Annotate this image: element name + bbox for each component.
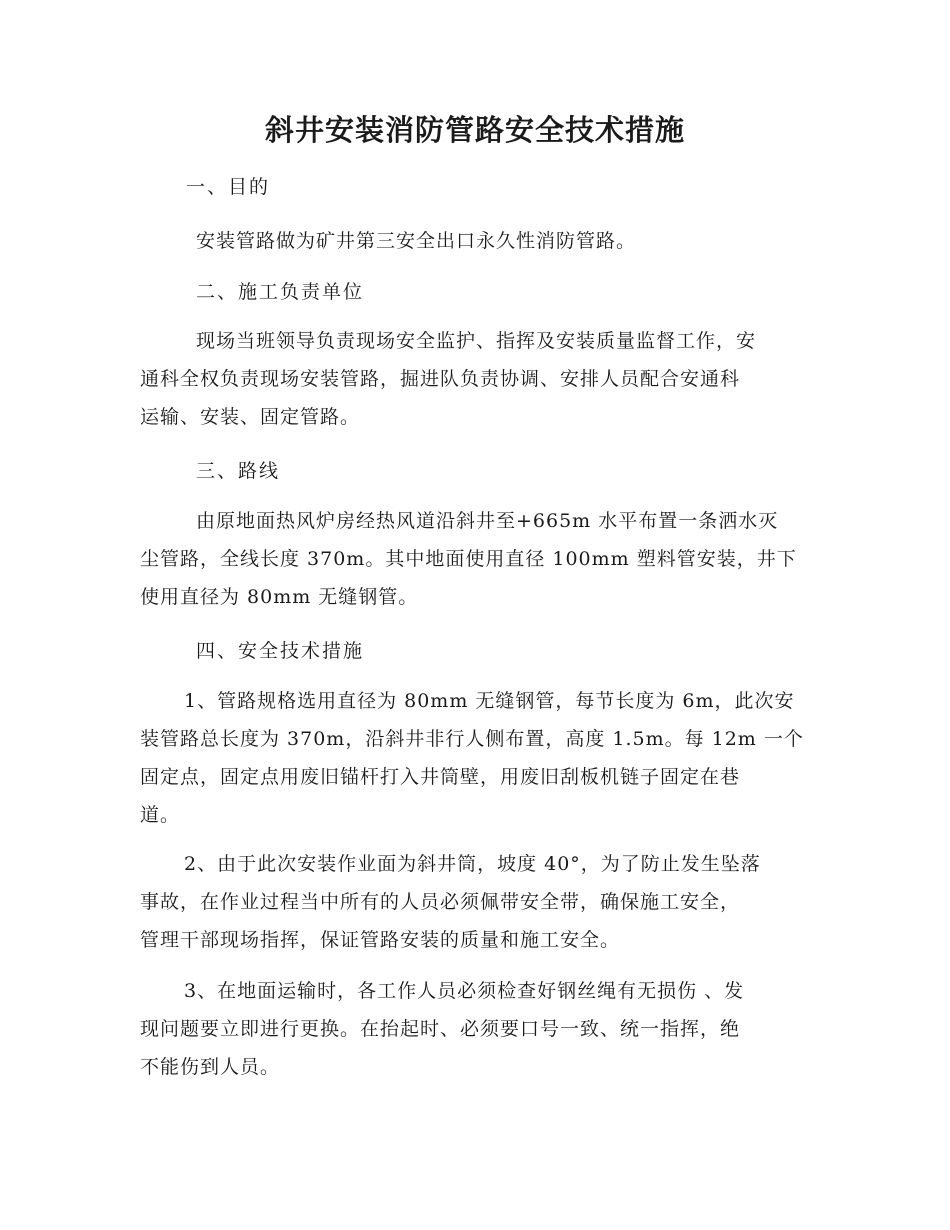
- safety-measure-item-1: [140, 682, 810, 834]
- paragraph-line: 通科全权负责现场安装管路，掘进队负责协调、安排人员配合安通科: [140, 368, 741, 390]
- section-heading-safety-measures: 四、安全技术措施: [196, 640, 365, 662]
- paragraph-line: 不能伤到人员。: [140, 1056, 281, 1078]
- paragraph-line: 固定点，固定点用废旧锚杆打入井筒壁，用废旧刮板机链子固定在巷: [140, 766, 741, 788]
- section-heading-route: 三、路线: [196, 460, 281, 482]
- paragraph-line: 现问题要立即进行更换。在抬起时、必须要口号一致、统一指挥，绝: [140, 1018, 741, 1040]
- paragraph-line: 运输、安装、固定管路。: [140, 406, 361, 428]
- paragraph-line: 由原地面热风炉房经热风道沿斜井至+665m 水平布置一条洒水灭: [196, 510, 779, 532]
- safety-measure-item-3: [140, 972, 810, 1086]
- paragraph-line: 尘管路，全线长度 370m。其中地面使用直径 100mm 塑料管安装，井下: [140, 548, 797, 570]
- section-heading-responsible-unit: 二、施工负责单位: [196, 281, 365, 303]
- paragraph-line: 管理干部现场指挥，保证管路安装的质量和施工安全。: [140, 929, 621, 951]
- document-title: 斜井安装消防管路安全技术措施: [264, 113, 685, 147]
- section-responsible-unit-paragraph: [140, 322, 810, 436]
- paragraph-line: 安装管路做为矿井第三安全出口永久性消防管路。: [196, 230, 637, 252]
- paragraph-line: 装管路总长度为 370m，沿斜井非行人侧布置，高度 1.5m。每 12m 一个: [140, 728, 804, 750]
- paragraph-line: 2、由于此次安装作业面为斜井筒，坡度 40°，为了防止发生坠落: [184, 853, 761, 875]
- section-route-paragraph: [140, 502, 810, 616]
- paragraph-line: 使用直径为 80mm 无缝钢管。: [140, 586, 419, 608]
- paragraph-line: 事故，在作业过程当中所有的人员必须佩带安全带，确保施工安全，: [140, 891, 741, 913]
- safety-measure-item-2: [140, 845, 810, 959]
- paragraph-line: 3、在地面运输时，各工作人员必须检查好钢丝绳有无损伤 、发: [184, 980, 745, 1002]
- paragraph-line: 现场当班领导负责现场安全监护、指挥及安装质量监督工作，安: [196, 330, 757, 352]
- section-heading-purpose: 一、目的: [186, 176, 271, 198]
- paragraph-line: 1、管路规格选用直径为 80mm 无缝钢管，每节长度为 6m，此次安: [184, 690, 795, 712]
- section-purpose-paragraph: [196, 222, 866, 260]
- paragraph-line: 道。: [140, 804, 181, 826]
